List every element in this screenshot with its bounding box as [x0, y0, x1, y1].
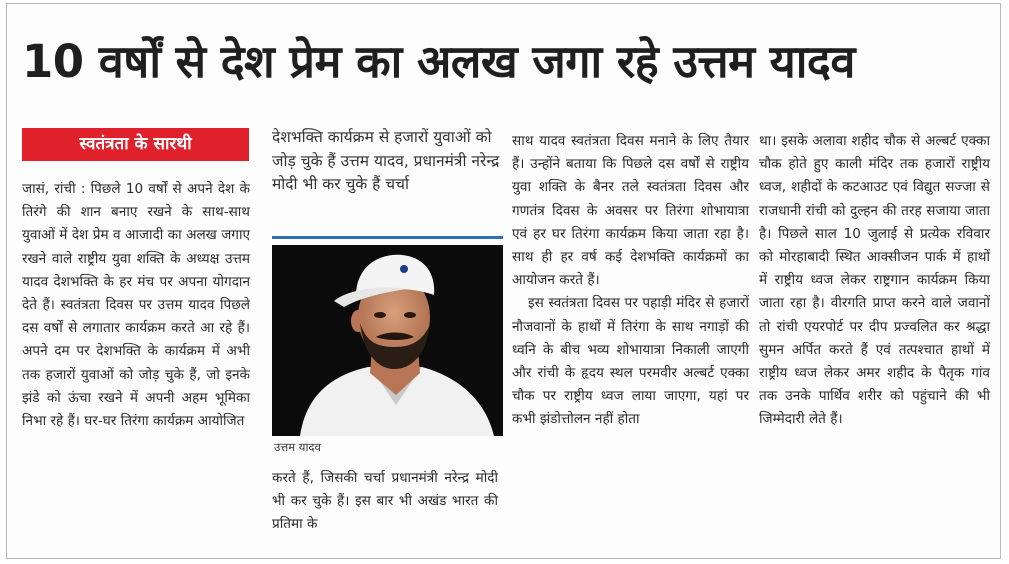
article-column-3	[512, 130, 749, 432]
portrait-photo	[272, 245, 503, 436]
article-column-4	[759, 130, 990, 432]
column-3-paragraph-1: साथ यादव स्वतंत्रता दिवस मनाने के लिए तैयार हैं। उन्होंने बताया कि पिछले दस वर्षों से राष्ट्रीय युवा शक्ति के बैनर तले स्वतंत्रता दिवस और गणतंत्र दिवस के अवसर पर तिरंगा शोभायात्रा एवं हर घर तिरंगा कार्यक्रम किया जाता रहा है। साथ ही हर वर्ष कई देशभक्ति कार्यक्रमों का आयोजन करते हैं।	[512, 133, 749, 289]
pull-quote: देशभक्ति कार्यक्रम से हजारों युवाओं को जोड़ चुके हैं उत्तम यादव, प्रधानमंत्री नरेन्द्र मोदी भी कर चुके हैं चर्चा	[272, 128, 500, 193]
column-4-text: था। इसके अलावा शहीद चौक से अल्बर्ट एक्का चौक होते हुए काली मंदिर तक हजारों राष्ट्रीय ध्वज, शहीदों के कटआउट एवं विद्युत सज्जा से राजधानी रांची को दुल्हन की तरह सजाया जाता है। पिछले साल 10 जुलाई से प्रत्येक रविवार को मोरहाबादी स्थित आक्सीजन पार्क में हाथों में राष्ट्रीय ध्वज लेकर राष्ट्रगान कार्यक्रम किया जाता रहा है। वीरगति प्राप्त करने वाले जवानों तो रांची एयरपोर्ट पर दीप प्रज्वलित कर श्रद्धा सुमन अर्पित करते हैं एवं तत्पश्चात हाथों में राष्ट्रीय ध्वज लेकर अमर शहीद के पैतृक गांव तक उनके पार्थिव शरीर को पहुंचाने की भी जिम्मेदारी लेते हैं।	[759, 133, 990, 428]
column-1-text: जासं, रांची : पिछले 10 वर्षों से अपने देश के तिरंगे की शान बनाए रखने के साथ-साथ युवाओं में देश प्रेम व आजादी का अलख जगाए रखने वाले राष्ट्रीय युवा शक्ति के अध्यक्ष उत्तम यादव देशभक्ति के हर मंच पर अपना योगदान देते हैं। स्वतंत्रता दिवस पर उत्तम यादव पिछले दस वर्षों से लगातार कार्यक्रम करते आ रहे हैं। अपने दम पर देशभक्ति के कार्यक्रम में अभी तक हजारों युवाओं को जोड़ चुके हैं, जो इनके झंडे को ऊंचा रखने में अपनी अहम भूमिका निभा रहे हैं। घर-घर तिरंगा कार्यक्रम आयोजित	[22, 181, 250, 430]
article-column-2	[272, 467, 498, 537]
column-2-text: करते हैं, जिसकी चर्चा प्रधानमंत्री नरेन्द्र मोदी भी कर चुके हैं। इस बार भी अखंड भारत की प्रतिमा के	[272, 470, 498, 533]
column-3-paragraph-2: इस स्वतंत्रता दिवस पर पहाड़ी मंदिर से हजारों नौजवानों के हाथों में तिरंगा के साथ नगाड़ों की ध्वनि के बीच भव्य शोभायात्रा निकाली जाएगी और रांची के हृदय स्थल परमवीर अल्बर्ट एक्का चौक पर राष्ट्रीय ध्वज लाया जाएगा, यहां पर कभी झंडोत्तोलन नहीं होता	[512, 295, 749, 428]
section-tag: स्वतंत्रता के सारथी	[22, 128, 249, 161]
headline: 10 वर्षों से देश प्रेम का अलख जगा रहे उत्तम यादव	[22, 35, 855, 88]
photo-caption: उत्तम यादव	[274, 440, 321, 454]
pull-quote-divider	[272, 236, 503, 239]
man-portrait-image	[272, 245, 503, 436]
article-column-1	[22, 178, 250, 433]
